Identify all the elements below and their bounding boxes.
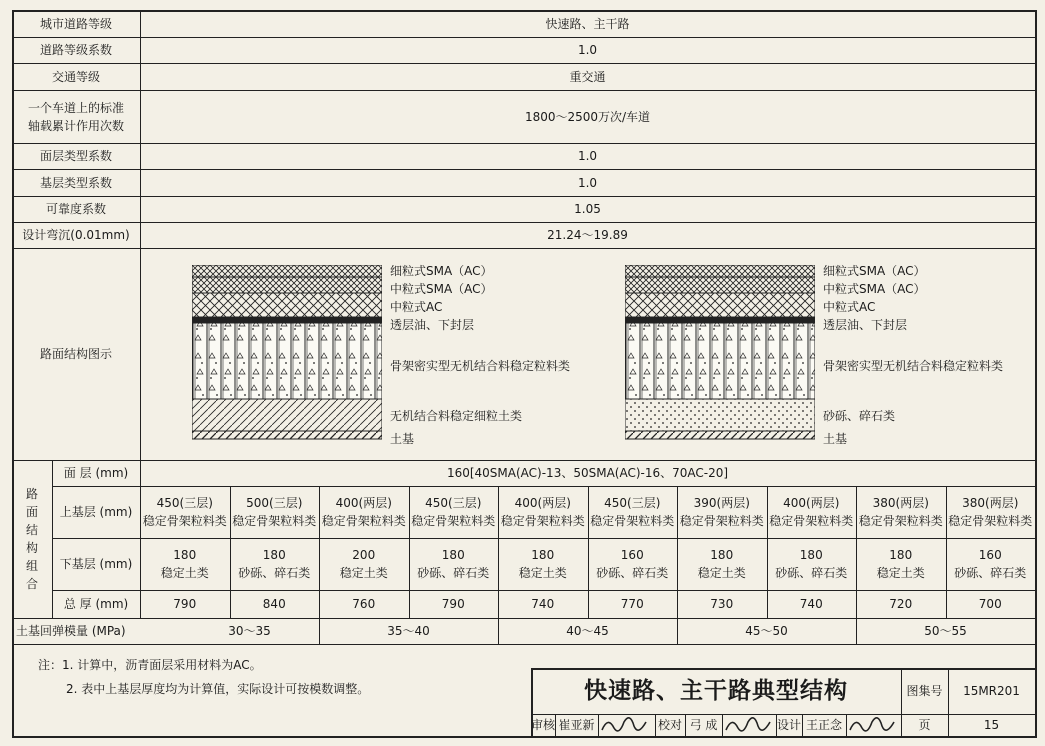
lower-base-cell-line2: 砂砾、碎石类 bbox=[596, 566, 669, 580]
lower-base-cell-line2: 稳定土类 bbox=[160, 566, 209, 580]
left-legend-item: 细粒式SMA（AC） bbox=[390, 264, 493, 278]
left-legend-item: 中粒式SMA（AC） bbox=[390, 282, 493, 296]
lower-base-cell bbox=[140, 538, 230, 590]
upper-base-cell-line1: 400(两层) bbox=[514, 496, 571, 510]
lower-base-cell-line1: 200 bbox=[352, 548, 376, 562]
side-char: 组 bbox=[25, 559, 38, 573]
total-thickness-cell: 770 bbox=[620, 597, 644, 611]
right-legend-item: 土基 bbox=[823, 432, 848, 446]
upper-base-cell-line2: 稳定骨架粒料类 bbox=[679, 514, 764, 528]
lower-base-cell bbox=[230, 538, 320, 590]
fine-sma-layer bbox=[625, 265, 815, 277]
lower-base-cell-line2: 稳定土类 bbox=[697, 566, 746, 580]
total-thickness-cell: 790 bbox=[173, 597, 197, 611]
upper-base-cell bbox=[856, 486, 946, 538]
lower-base-cell-line2: 砂砾、碎石类 bbox=[238, 566, 311, 580]
modulus-label: 土基回弹模量 (MPa) bbox=[16, 624, 126, 638]
drawing-title: 快速路、主干路典型结构 bbox=[584, 678, 848, 704]
lower-base-cell-line1: 180 bbox=[173, 548, 197, 562]
upper-base-cell-line2: 稳定骨架粒料类 bbox=[321, 514, 406, 528]
info-label: 面层类型系数 bbox=[39, 149, 112, 163]
grid-line bbox=[1035, 10, 1037, 738]
surface-value: 160[40SMA(AC)-13、50SMA(AC)-16、70AC-20] bbox=[446, 466, 729, 480]
page-label: 页 bbox=[918, 718, 931, 732]
upper-base-cell-line1: 400(两层) bbox=[783, 496, 840, 510]
grid-line bbox=[685, 714, 686, 736]
total-thickness-cell: 730 bbox=[710, 597, 734, 611]
design-label: 设计 bbox=[776, 718, 801, 732]
upper-base-cell-line2: 稳定骨架粒料类 bbox=[769, 514, 854, 528]
right-legend-item: 骨架密实型无机结合料稳定粒料类 bbox=[823, 359, 1004, 373]
upper-base-cell bbox=[319, 486, 409, 538]
note-2: 2. 表中上基层厚度均为计算值，实际设计可按模数调整。 bbox=[66, 682, 370, 696]
grid-line bbox=[588, 486, 589, 618]
upper-base-cell-line2: 稳定骨架粒料类 bbox=[500, 514, 585, 528]
lower-base-cell-line2: 稳定土类 bbox=[339, 566, 388, 580]
info-label: 道路等级系数 bbox=[39, 43, 112, 57]
prime-coat-layer bbox=[192, 317, 382, 323]
lower-base-cell-line2: 稳定土类 bbox=[876, 566, 925, 580]
upper-base-cell bbox=[946, 486, 1036, 538]
grid-line bbox=[140, 10, 141, 460]
upper-base-cell bbox=[409, 486, 499, 538]
composition-side-label bbox=[12, 460, 52, 618]
lower-base-cell-line1: 160 bbox=[978, 548, 1002, 562]
medium-ac-layer bbox=[192, 293, 382, 317]
lower-base-cell-line1: 180 bbox=[262, 548, 286, 562]
left-legend-item: 中粒式AC bbox=[390, 300, 443, 314]
grid-line bbox=[498, 486, 499, 618]
upper-base-cell-line1: 450(三层) bbox=[425, 496, 482, 510]
atlas-number-value: 15MR201 bbox=[963, 684, 1020, 698]
side-char: 面 bbox=[25, 505, 38, 519]
design-name: 王正念 bbox=[805, 718, 842, 732]
design-signature bbox=[846, 714, 901, 736]
lower-base-cell bbox=[498, 538, 588, 590]
skeleton-base-layer bbox=[625, 323, 815, 399]
grid-line bbox=[598, 714, 599, 736]
grid-line bbox=[946, 486, 947, 618]
subgrade-layer bbox=[625, 431, 815, 439]
grid-line bbox=[776, 714, 777, 736]
lower-base-cell bbox=[409, 538, 499, 590]
lower-base-cell bbox=[946, 538, 1036, 590]
left-legend-item: 透层油、下封层 bbox=[390, 318, 475, 332]
lower-base-layer bbox=[192, 399, 382, 431]
upper-base-cell-line2: 稳定骨架粒料类 bbox=[590, 514, 675, 528]
info-label bbox=[12, 90, 140, 143]
modulus-cell: 45～50 bbox=[745, 624, 788, 638]
side-char: 结 bbox=[25, 523, 38, 537]
total-thickness-cell: 840 bbox=[262, 597, 286, 611]
upper-base-cell bbox=[588, 486, 678, 538]
grid-line bbox=[498, 618, 499, 644]
grid-line bbox=[230, 486, 231, 618]
right-legend-item: 中粒式AC bbox=[823, 300, 876, 314]
lower-base-cell bbox=[767, 538, 857, 590]
upper-base-cell-line1: 450(三层) bbox=[604, 496, 661, 510]
info-value: 1.0 bbox=[577, 149, 598, 163]
total-thickness-label: 总 厚 (mm) bbox=[63, 597, 129, 611]
info-value: 1.0 bbox=[577, 43, 598, 57]
info-label-line1: 一个车道上的标准 bbox=[27, 100, 124, 115]
right-legend-item: 砂砾、碎石类 bbox=[823, 409, 896, 423]
upper-base-cell bbox=[677, 486, 767, 538]
right-legend-item: 细粒式SMA（AC） bbox=[823, 264, 926, 278]
info-value: 1.0 bbox=[577, 175, 598, 190]
upper-base-cell bbox=[498, 486, 588, 538]
modulus-cell: 50～55 bbox=[924, 624, 967, 638]
grid-line bbox=[555, 714, 556, 736]
prime-coat-layer bbox=[625, 317, 815, 323]
lower-base-cell-line2: 砂砾、碎石类 bbox=[417, 566, 490, 580]
upper-base-cell-line2: 稳定骨架粒料类 bbox=[411, 514, 496, 528]
review-signature bbox=[598, 714, 655, 736]
medium-sma-layer bbox=[625, 277, 815, 293]
note-1: 注：1. 计算中，沥青面层采用材料为AC。 bbox=[38, 658, 262, 672]
grid-line bbox=[140, 460, 141, 486]
total-thickness-cell: 700 bbox=[978, 597, 1002, 611]
lower-base-layer bbox=[625, 399, 815, 431]
upper-base-cell bbox=[230, 486, 320, 538]
surface-label: 面 层 (mm) bbox=[63, 466, 129, 480]
upper-base-cell-line1: 500(三层) bbox=[246, 496, 303, 510]
grid-line bbox=[856, 618, 857, 644]
upper-base-cell-line2: 稳定骨架粒料类 bbox=[858, 514, 943, 528]
lower-base-cell-line1: 180 bbox=[889, 548, 913, 562]
info-label: 设计弯沉(0.01mm) bbox=[22, 228, 130, 242]
upper-base-cell-line1: 380(两层) bbox=[962, 496, 1019, 510]
grid-line bbox=[856, 486, 857, 618]
right-legend-item: 中粒式SMA（AC） bbox=[823, 282, 926, 296]
diagram-label: 路面结构图示 bbox=[39, 347, 112, 361]
total-thickness-cell: 740 bbox=[531, 597, 555, 611]
lower-base-cell-line2: 砂砾、碎石类 bbox=[775, 566, 848, 580]
lower-base-cell bbox=[856, 538, 946, 590]
side-char: 合 bbox=[25, 577, 38, 591]
review-label: 审核 bbox=[531, 718, 556, 732]
lower-base-cell-line2: 砂砾、碎石类 bbox=[954, 566, 1027, 580]
lower-base-cell-line1: 180 bbox=[710, 548, 734, 562]
skeleton-base-layer bbox=[192, 323, 382, 399]
total-thickness-cell: 740 bbox=[799, 597, 823, 611]
side-char: 路 bbox=[25, 487, 38, 501]
upper-base-cell-line1: 390(两层) bbox=[693, 496, 750, 510]
info-label-line2: 轴载累计作用次数 bbox=[27, 118, 124, 133]
check-label: 校对 bbox=[657, 718, 682, 732]
info-label: 可靠度系数 bbox=[45, 202, 106, 216]
grid-line bbox=[767, 486, 768, 618]
grid-line bbox=[722, 714, 723, 736]
left-pavement-diagram bbox=[192, 265, 382, 445]
grid-line bbox=[846, 714, 847, 736]
fine-sma-layer bbox=[192, 265, 382, 277]
grid-line bbox=[677, 486, 678, 618]
grid-line bbox=[409, 486, 410, 618]
modulus-cell: 40～45 bbox=[566, 624, 609, 638]
grid-line bbox=[677, 618, 678, 644]
modulus-cell: 30～35 bbox=[228, 624, 271, 638]
check-signature bbox=[722, 714, 776, 736]
lower-base-cell-line1: 180 bbox=[531, 548, 555, 562]
left-legend-item: 无机结合料稳定细粒土类 bbox=[390, 409, 523, 423]
right-pavement-diagram bbox=[625, 265, 815, 445]
upper-base-cell-line2: 稳定骨架粒料类 bbox=[948, 514, 1033, 528]
grid-line bbox=[140, 486, 141, 618]
info-label: 交通等级 bbox=[51, 69, 100, 84]
info-label: 基层类型系数 bbox=[39, 175, 112, 190]
lower-base-cell-line1: 160 bbox=[620, 548, 644, 562]
upper-base-cell bbox=[140, 486, 230, 538]
left-legend-item: 骨架密实型无机结合料稳定粒料类 bbox=[390, 359, 571, 373]
medium-sma-layer bbox=[192, 277, 382, 293]
check-name: 弓 成 bbox=[689, 718, 718, 732]
lower-base-cell bbox=[588, 538, 678, 590]
upper-base-cell bbox=[767, 486, 857, 538]
grid-line bbox=[12, 248, 1035, 249]
lower-base-cell bbox=[677, 538, 767, 590]
right-legend-item: 透层油、下封层 bbox=[823, 318, 908, 332]
lower-base-cell-line1: 180 bbox=[799, 548, 823, 562]
upper-base-cell-line2: 稳定骨架粒料类 bbox=[142, 514, 227, 528]
grid-line bbox=[1035, 486, 1036, 618]
info-value: 1800～2500万次/车道 bbox=[524, 109, 651, 124]
total-thickness-cell: 760 bbox=[352, 597, 376, 611]
upper-base-cell-line2: 稳定骨架粒料类 bbox=[232, 514, 317, 528]
info-value: 21.24～19.89 bbox=[547, 228, 628, 242]
grid-line bbox=[802, 714, 803, 736]
grid-line bbox=[319, 486, 320, 618]
upper-base-cell-line1: 380(两层) bbox=[872, 496, 929, 510]
upper-base-cell-line1: 400(两层) bbox=[335, 496, 392, 510]
review-name: 崔亚新 bbox=[558, 718, 595, 732]
grid-line bbox=[12, 736, 1035, 738]
total-thickness-cell: 720 bbox=[889, 597, 913, 611]
info-label: 城市道路等级 bbox=[39, 16, 112, 31]
grid-line bbox=[12, 644, 1035, 645]
atlas-number-label: 图集号 bbox=[906, 684, 943, 698]
lower-base-cell bbox=[319, 538, 409, 590]
left-legend-item: 土基 bbox=[390, 432, 415, 446]
lower-base-label: 下基层 (mm) bbox=[59, 557, 133, 571]
upper-base-label: 上基层 (mm) bbox=[59, 505, 133, 519]
grid-line bbox=[319, 618, 320, 644]
grid-line bbox=[655, 714, 656, 736]
modulus-cell: 35～40 bbox=[387, 624, 430, 638]
info-value: 1.05 bbox=[574, 202, 601, 216]
lower-base-cell-line1: 180 bbox=[441, 548, 465, 562]
subgrade-layer bbox=[192, 431, 382, 439]
upper-base-cell-line1: 450(三层) bbox=[156, 496, 213, 510]
info-value: 快速路、主干路 bbox=[545, 16, 630, 31]
info-value: 重交通 bbox=[569, 69, 606, 84]
total-thickness-cell: 790 bbox=[441, 597, 465, 611]
medium-ac-layer bbox=[625, 293, 815, 317]
lower-base-cell-line2: 稳定土类 bbox=[518, 566, 567, 580]
page-number: 15 bbox=[983, 718, 1000, 732]
side-char: 构 bbox=[25, 541, 38, 555]
